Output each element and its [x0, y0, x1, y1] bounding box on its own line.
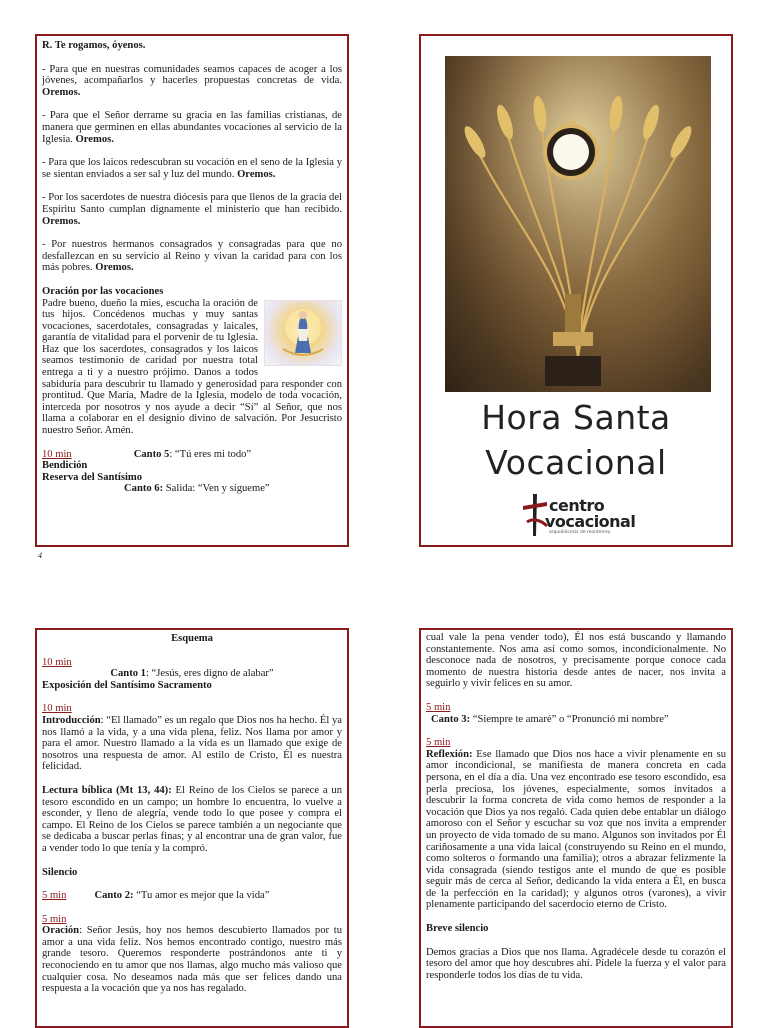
petition-4: - Por los sacerdotes de nuestra diócesis para que llenos de la gracia del Espíritu Santo cumplan dignamente el ministerio que han recibido. Oremos. [42, 192, 342, 227]
cover-title-line1: Hora Santa [481, 398, 671, 437]
exposicion: Exposición del Santísimo Sacramento [42, 679, 212, 691]
esquema-heading: Esquema [171, 633, 213, 644]
logo-subtitle: arquidiócesis de monterrey [549, 530, 611, 535]
continuation-text: cual vale la pena vender todo), Él nos está buscando y llamando constantemente. Nos ama así como somos, incondicionalmente. No desconoce nada de nosotros, y precisamente porque conoce cada momento de nuestra historia desde antes de nacer, nos invita a seguirlo y vivir felices en su amor. [426, 632, 726, 690]
canto-3-line: Canto 3: “Siempre te amaré” o “Pronunció mi nombre” [431, 713, 669, 725]
introduccion: Introducción: “El llamado” es un regalo que Dios nos ha hecho. Él ya nos llamó a la vida, y a una vida plena, feliz. Nos llama por amor y para el amor. Nuestro llamado a la vida es un llamado que exige de nosotros una respuesta de amor. Al estilo de Cristo, Él es nuestra felicidad. [42, 714, 342, 773]
oracion: Oración: Señor Jesús, hoy nos hemos descubierto llamados por tu amor a una vida feliz. Nos hemos encontrado contigo, nuestro más grande tesoro. Queremos responderte postrándonos ante ti y reconociendo en tu amor que nos llamas, algo mucho más valioso que cualquier cosa. No deseamos nada más que ser felices dando una respuesta a la vocación que ya nos has regalado. [42, 925, 342, 995]
cover-title-line2: Vocacional [485, 443, 667, 482]
reflexion: Reflexión: Ese llamado que Dios nos hace a vivir plenamente en su amor incondicional, se manifiesta de manera concreta en cada persona, en el día a día. Una vez encontrado ese tesoro escondido, esa perla preciosa, los jóvenes, especialmente, somos invitados a descubrir la forma concreta de vida como hemos de responder a la vocación que Dios ya nos regaló. Cada quien debe entablar un diálogo amoroso con el Señor y escuchar su voz que nos invita a emprender un proyecto de vida tomado de su mano. Algunos son invitados por Él cariñosamente a una vida laical (construyendo su Reino en el mundo, como solteros o formando una familia); otros a abrazar felizmente la vida consagrada (siendo testigos ante el mundo de que es posible seguir más de cerca al Señor, dedicando la vida entera a Él, en busca de la perfección en la caridad); y algunos otros (varones), a vivir plenamente participando del sacerdocio eterno de Cristo. [426, 748, 726, 911]
reflexion-panel [419, 628, 733, 1028]
monstrance-photo [445, 56, 711, 392]
canto-6-line: Canto 6: Salida: “Ven y sígueme” [124, 483, 270, 495]
time-5a: 5 min [426, 701, 451, 713]
canto-5-line: 10 min Canto 5: “Tú eres mi todo” [42, 448, 252, 460]
virgin-mary-image [264, 300, 342, 366]
esquema-panel [35, 628, 349, 1028]
petitions-panel [35, 34, 349, 547]
prayer-title: Oración por las vocaciones [42, 285, 164, 297]
petition-3: - Para que los laicos redescubran su vocación en el seno de la Iglesia y se sientan enviados a ser sal y luz del mundo. Oremos. [42, 157, 342, 180]
canto-1-line: Canto 1: “Jesús, eres digno de alabar” [110, 668, 274, 680]
canto-2-line: 5 min Canto 2: “Tu amor es mejor que la vida” [42, 890, 270, 902]
reserva: Reserva del Santísimo [42, 471, 143, 483]
petition-2: - Para que el Señor derrame su gracia en las familias cristianas, de manera que germinen en ellas abundantes vocaciones al servicio de la Iglesia. Oremos. [42, 110, 342, 145]
time-10b: 10 min [42, 703, 72, 715]
closing-text: Demos gracias a Dios que nos llama. Agradécele desde tu corazón el tesoro del amor que hoy descubres ahí. Pídele la fuerza y el valor para responderle todos los días de tu vida. [426, 946, 726, 981]
response-heading: R. Te rogamos, óyenos. [42, 40, 146, 51]
time-10a: 10 min [42, 656, 72, 668]
breve-silencio: Breve silencio [426, 923, 489, 935]
silencio: Silencio [42, 866, 78, 878]
time-5b: 5 min [426, 737, 451, 749]
petition-1: - Para que en nuestras comunidades seamos capaces de acoger a los jóvenes, acompañarlos y hacerles propuestas concretas de vida. Oremos. [42, 63, 342, 98]
lectura-biblica: Lectura bíblica (Mt 13, 44): El Reino de los Cielos se parece a un tesoro escondido en un campo; un hombre lo encuentra, lo vuelve a esconder, y lleno de alegría, vende todo lo que posee y compra el campo. El Reino de los Cielos se parece también a un negociante que se dedicaba a buscar perlas finas; y al encontrar una de gran valor, fue a vender todo lo que tenía y la compró. [42, 784, 342, 854]
time-5d: 5 min [42, 913, 67, 925]
logo-text-vocacional: vocacional [545, 512, 636, 531]
page-number: 4 [38, 551, 42, 560]
petition-5: - Por nuestros hermanos consagrados y consagradas para que no desfallezcan en su servicio al Reino y vivan la caridad para con los más pobres. Oremos. [42, 239, 342, 274]
cover-panel [419, 34, 733, 547]
centro-vocacional-logo [521, 492, 641, 538]
prayer-paragraph: Padre bueno, dueño la mies, escucha la oración de tus hijos. Concédenos muchas y muy santas vocaciones, sacerdotales, consagradas y laicales, garantía de vitalidad para el porvenir de tu Iglesia. Haz que los sacerdotes, consagrados y los laicos seamos testimonio de caridad por nuestra total entrega a ti y a nuestro prójimo. Danos a todos sabiduría para descubrir tu llamado y generosidad para responder con prontitud. Que María, Madre de la Iglesia, modelo de toda vocación, interceda por nosotros y nos ayude a decir “Sí” al Señor, que nos llama a colaborar en el designio divino de salvación. Por Jesucristo nuestro Señor. Amén. [42, 297, 342, 437]
bendicion: Bendición [42, 460, 88, 472]
logo-text-centro: centro [549, 496, 605, 515]
